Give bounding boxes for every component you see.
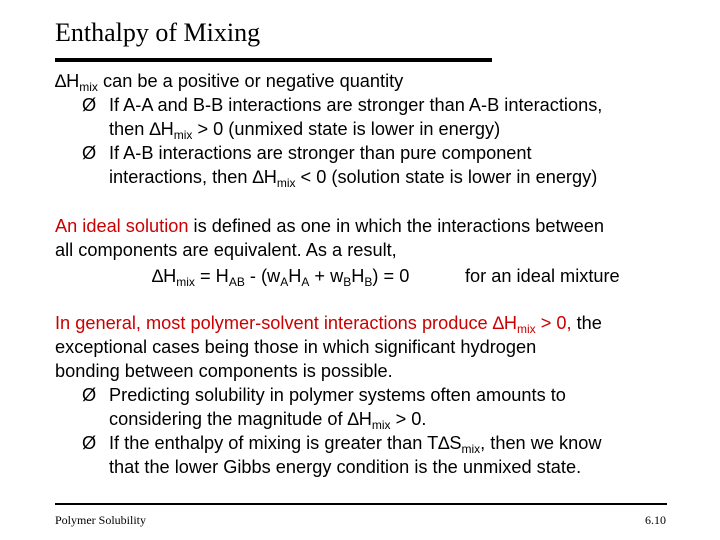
bullet-line: If the enthalpy of mixing is greater than $T\Delta S_{mix}$, then we know	[109, 433, 602, 456]
bullet-item-predicting	[55, 383, 602, 431]
general-line-1: In general, most polymer-solvent interactions produce $\Delta H_{mix} > 0$, the	[55, 313, 602, 336]
bullet-item-unmixed	[55, 93, 602, 141]
bullet-line: If A-A and B-B interactions are stronger than A-B interactions,	[109, 95, 603, 115]
bullet-line: If A-B interactions are stronger than pure component	[109, 143, 532, 163]
bullet-line: interactions, then $\Delta H_{mix} < 0$ (solution state is lower in energy)	[109, 167, 598, 190]
ideal-line-1: An ideal solution is defined as one in which the interactions between	[55, 216, 605, 236]
arrow-bullet-icon: Ø	[82, 433, 97, 453]
general-line-2: exceptional cases being those in which significant hydrogen	[55, 337, 537, 357]
footer-divider	[55, 503, 667, 505]
arrow-bullet-icon: Ø	[82, 385, 97, 405]
slide-title: Enthalpy of Mixing	[55, 18, 261, 47]
footer-page-number: 6.10	[645, 513, 666, 527]
lead-subscript: mix	[79, 80, 98, 94]
arrow-bullet-icon: Ø	[82, 95, 97, 115]
ideal-line-2: all components are equivalent. As a result,	[55, 240, 397, 260]
ideal-solution-section	[55, 214, 620, 290]
bullet-item-solution	[55, 141, 602, 189]
enthalpy-sign-section	[55, 69, 602, 189]
bullet-line: considering the magnitude of $\Delta H_{mix} > 0$.	[109, 409, 427, 432]
ideal-solution-term: An ideal solution	[55, 216, 189, 236]
lead-delta-h: ∆H	[55, 71, 80, 91]
general-line-3: bonding between components is possible.	[55, 361, 393, 381]
ideal-equation-note: for an ideal mixture	[465, 266, 620, 286]
lead-line	[55, 69, 602, 93]
bullet-line: that the lower Gibbs energy condition is the unmixed state.	[109, 457, 582, 477]
polymer-solvent-section	[55, 311, 602, 479]
bullet-item-gibbs	[55, 431, 602, 479]
ideal-equation-row	[55, 262, 620, 290]
bullet-line: Predicting solubility in polymer systems often amounts to	[109, 385, 566, 405]
title-underline	[55, 58, 492, 62]
arrow-bullet-icon: Ø	[82, 143, 97, 163]
ideal-equation: $\Delta H_{mix} = H_{AB} - (w_AH_A + w_BH_B) = 0$	[152, 266, 410, 289]
lead-text: can be a positive or negative quantity	[97, 71, 404, 91]
bullet-line: then $\Delta H_{mix} > 0$ (unmixed state is lower in energy)	[109, 119, 501, 142]
footer-course-title: Polymer Solubility	[55, 513, 147, 527]
